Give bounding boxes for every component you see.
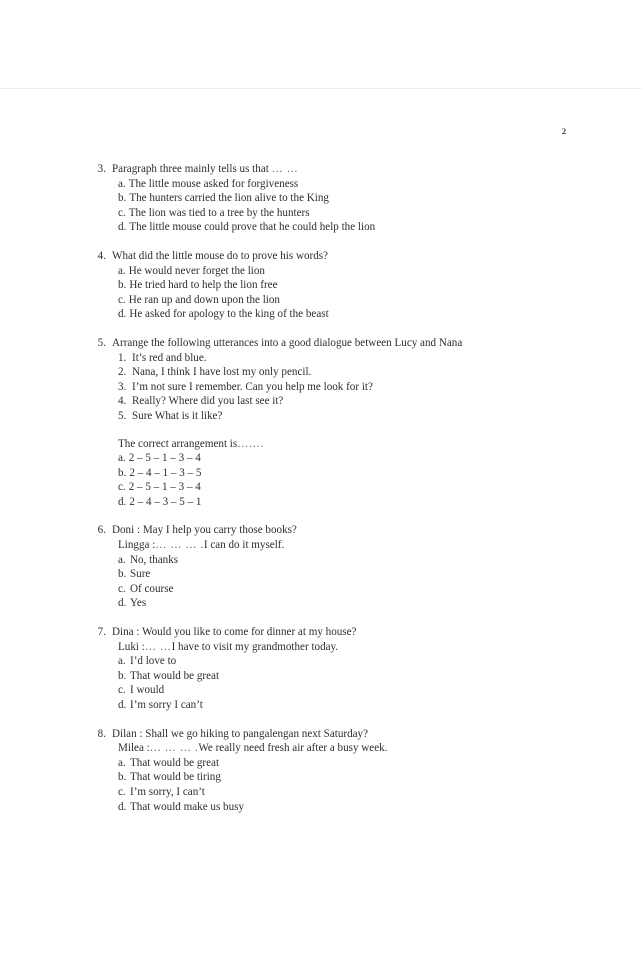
answer-option[interactable] [92,293,562,308]
answer-option-text: The hunters carried the lion alive to the King [129,192,329,205]
question-item [92,625,562,713]
question-item [92,727,562,815]
answer-option-key: d. [118,800,127,813]
answer-option[interactable] [92,206,562,221]
question-number: 5. [97,336,106,349]
option-list [92,264,562,322]
option-list [92,553,562,611]
utterance-number: 5. [118,409,127,422]
answer-option-text: I’d love to [130,655,177,668]
option-list [92,756,562,814]
option-list [92,451,562,509]
dialogue-blank-dots: … … … . [155,539,204,552]
question-number: 7. [97,626,106,639]
dialogue-response-line [92,640,562,655]
answer-option-key: a. [118,177,126,190]
dialogue-speaker-name: Milea : [118,742,150,755]
utterance-text: Nana, I think I have lost my only pencil. [132,366,312,379]
question-stem [112,727,562,742]
answer-option[interactable] [92,756,562,771]
page-number: 2 [561,126,567,136]
question-item [92,162,562,235]
answer-option-key: c. [118,293,126,306]
dialogue-response-line [92,538,562,553]
question-stem-text: Doni : May I help you carry those books? [112,524,297,537]
answer-option[interactable] [92,582,562,597]
answer-option-text: 2 – 5 – 1 – 3 – 4 [128,452,201,465]
dialogue-blank-dots: … … [144,640,172,653]
utterance-number: 4. [118,395,127,408]
dialogue-response-text: I have to visit my grandmother today. [171,640,339,653]
answer-option[interactable] [92,220,562,235]
utterance-item[interactable] [92,365,562,380]
answer-option-text: 2 – 4 – 1 – 3 – 5 [129,466,202,479]
arrangement-lead-line [92,437,562,452]
dialogue-speaker-name: Luki : [118,640,145,653]
question-stem-blank-dots: … … [271,163,299,175]
question-stem-text: Dilan : Shall we go hiking to pangalengan next Saturday? [112,727,369,740]
question-number: 8. [97,727,106,740]
answer-option-key: d. [118,495,127,508]
answer-option-text: That would be great [130,669,220,682]
answer-option-text: 2 – 5 – 1 – 3 – 4 [128,481,201,494]
answer-option-text: I’m sorry, I can’t [130,785,205,798]
question-number: 3. [97,163,106,175]
dialogue-response-line [92,741,562,756]
question-head [92,727,562,742]
answer-option[interactable] [92,698,562,713]
answer-option-text: The little mouse could prove that he could help the lion [129,221,376,234]
answer-option-key: b. [118,568,127,581]
answer-option-key: c. [118,785,126,798]
option-list [92,654,562,712]
dialogue-response-text: I can do it myself. [203,539,285,552]
answer-option-text: He tried hard to help the lion free [129,279,278,292]
question-list [92,162,562,828]
question-stem-text: Paragraph three mainly tells us that [112,163,269,175]
question-stem-text: Arrange the following utterances into a good dialogue between Lucy and Nana [112,336,463,349]
utterance-text: Sure What is it like? [132,409,223,422]
utterance-item[interactable] [92,409,562,424]
answer-option[interactable] [92,669,562,684]
utterance-list [92,351,562,424]
answer-option-key: b. [118,466,127,479]
question-number: 4. [97,249,106,262]
question-head [92,523,562,538]
answer-option[interactable] [92,785,562,800]
answer-option-key: a. [118,452,126,465]
question-stem [112,336,562,351]
answer-option-key: a. [118,756,126,769]
question-head [92,336,562,351]
option-list [92,177,562,235]
utterance-number: 2. [118,366,127,379]
arrangement-lead-text: The correct arrangement is [118,437,238,450]
question-stem [112,625,562,640]
arrangement-blank-dots: ……. [237,437,264,450]
question-head [92,249,562,264]
question-item [92,336,562,510]
answer-option[interactable] [92,770,562,785]
question-stem [112,249,562,264]
answer-option-text: Sure [130,568,151,581]
answer-option[interactable] [92,177,562,192]
question-stem [112,162,562,177]
answer-option[interactable] [92,451,562,466]
answer-option-text: He ran up and down upon the lion [128,293,280,306]
answer-option-key: c. [118,206,126,219]
utterance-number: 1. [118,351,127,364]
answer-option-key: c. [118,684,126,697]
question-stem-text: What did the little mouse do to prove his words? [112,249,328,262]
answer-option[interactable] [92,495,562,510]
utterance-number: 3. [118,380,127,393]
answer-option[interactable] [92,466,562,481]
answer-option-key: b. [118,669,127,682]
question-stem-text: Dina : Would you like to come for dinner at my house? [112,626,357,639]
answer-option-text: The little mouse asked for forgiveness [128,177,299,190]
answer-option[interactable] [92,480,562,495]
question-stem [112,523,562,538]
answer-option-key: c. [118,481,126,494]
answer-option-key: b. [118,192,127,205]
answer-option[interactable] [92,800,562,815]
answer-option[interactable] [92,307,562,322]
answer-option[interactable] [92,278,562,293]
utterance-item[interactable] [92,394,562,409]
question-head [92,625,562,640]
question-item [92,249,562,322]
answer-option-text: I would [130,684,165,697]
answer-option[interactable] [92,191,562,206]
header-divider-rule [0,88,642,89]
answer-option-key: a. [118,655,126,668]
answer-option[interactable] [92,553,562,568]
answer-option-key: d. [118,221,127,234]
answer-option-key: b. [118,771,127,784]
answer-option-key: d. [118,308,127,321]
answer-option-text: The lion was tied to a tree by the hunters [128,206,310,219]
utterance-text: Really? Where did you last see it? [132,395,284,408]
answer-option-text: Yes [130,597,147,610]
answer-option-text: No, thanks [130,553,179,566]
answer-option[interactable] [92,654,562,669]
answer-option[interactable] [92,596,562,611]
answer-option-text: He asked for apology to the king of the beast [129,308,329,321]
utterance-item[interactable] [92,351,562,366]
answer-option-key: a. [118,553,126,566]
answer-option-key: a. [118,264,126,277]
answer-option[interactable] [92,567,562,582]
answer-option-text: That would be great [130,756,220,769]
answer-option-key: b. [118,279,127,292]
utterance-text: I’m not sure I remember. Can you help me look for it? [132,380,373,393]
utterance-text: It’s red and blue. [132,351,207,364]
answer-option-text: That would be tiring [130,771,221,784]
answer-option[interactable] [92,264,562,279]
question-number: 6. [97,524,106,537]
answer-option-text: That would make us busy [130,800,245,813]
dialogue-blank-dots: … … … . [149,742,199,755]
utterance-item[interactable] [92,380,562,395]
answer-option-text: Of course [130,582,174,595]
answer-option-key: c. [118,582,126,595]
dialogue-response-text: We really need fresh air after a busy week. [198,742,388,755]
answer-option-text: 2 – 4 – 3 – 5 – 1 [129,495,202,508]
answer-option-text: He would never forget the lion [128,264,265,277]
answer-option-text: I’m sorry I can’t [130,699,203,711]
dialogue-speaker-name: Lingga : [118,539,156,552]
question-item [92,523,562,611]
answer-option[interactable] [92,683,562,698]
question-head [92,162,562,177]
answer-option-key: d. [118,699,127,711]
answer-option-key: d. [118,597,127,610]
